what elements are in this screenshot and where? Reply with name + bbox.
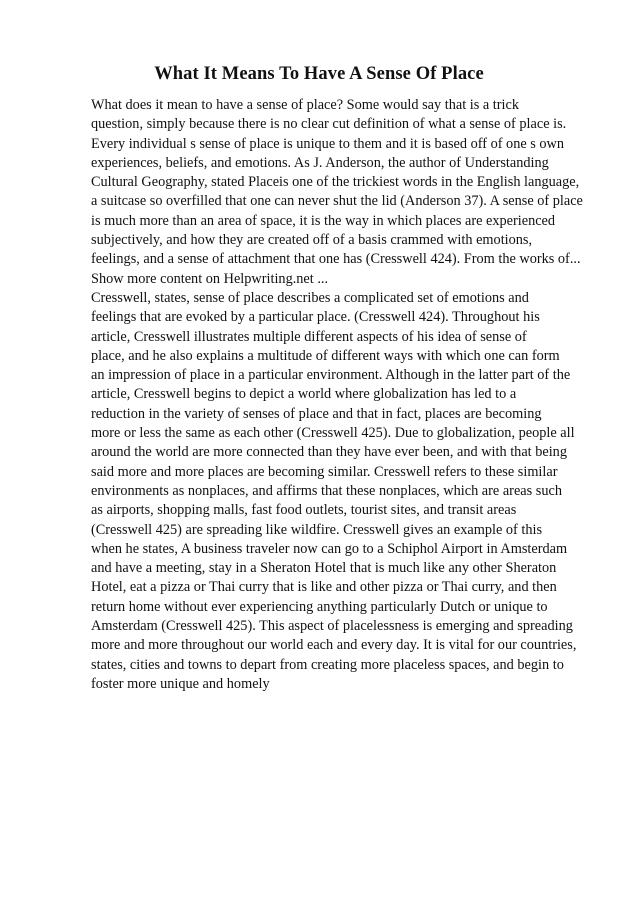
- body-line: (Cresswell 425) are spreading like wildfire. Cresswell gives an example of this: [91, 521, 543, 538]
- body-line: subjectively, and how they are created off of a basis crammed with emotions,: [91, 232, 533, 249]
- body-line: foster more unique and homely: [91, 675, 270, 692]
- body-line: said more and more places are becoming similar. Cresswell refers to these similar: [91, 463, 558, 480]
- body-line: around the world are more connected than they have ever been, and with that being: [91, 444, 567, 461]
- body-line: experiences, beliefs, and emotions. As J. Anderson, the author of Understanding: [91, 154, 549, 171]
- body-line: place, and he also explains a multitude of different ways with which one can form: [91, 347, 560, 364]
- show-more-link-text: Show more content on Helpwriting.net ...: [91, 270, 329, 287]
- body-line: reduction in the variety of senses of place and that in fact, places are becoming: [91, 405, 542, 422]
- body-line: Hotel, eat a pizza or Thai curry that is like and other pizza or Thai curry, and then: [91, 579, 557, 596]
- body-line: feelings that are evoked by a particular place. (Cresswell 424). Throughout his: [91, 309, 540, 326]
- body-line: What does it mean to have a sense of place? Some would say that is a trick: [91, 97, 519, 113]
- body-line: a suitcase so overfilled that one can never shut the lid (Anderson 37). A sense of place: [91, 193, 583, 210]
- document-title: What It Means To Have A Sense Of Place: [154, 64, 484, 84]
- body-line: an impression of place in a particular environment. Although in the latter part of the: [91, 367, 571, 384]
- body-line: and have a meeting, stay in a Sheraton Hotel that is much like any other Sheraton: [91, 560, 557, 577]
- body-line: feelings, and a sense of attachment that one has (Cresswell 424). From the works of...: [91, 251, 581, 268]
- body-line: Amsterdam (Cresswell 425). This aspect of placelessness is emerging and spreading: [91, 618, 573, 635]
- body-line: article, Cresswell illustrates multiple different aspects of his idea of sense of: [91, 328, 527, 345]
- body-line: environments as nonplaces, and affirms that these nonplaces, which are areas such: [91, 482, 562, 499]
- body-line: as airports, shopping malls, fast food outlets, tourist sites, and transit areas: [91, 502, 517, 519]
- body-line: is much more than an area of space, it is the way in which places are experienced: [91, 212, 556, 229]
- body-line: more and more throughout our world each and every day. It is vital for our countries,: [91, 637, 577, 654]
- body-line: when he states, A business traveler now can go to a Schiphol Airport in Amsterdam: [91, 540, 568, 557]
- body-line: Cresswell, states, sense of place describes a complicated set of emotions and: [91, 289, 529, 306]
- body-line: article, Cresswell begins to depict a world where globalization has led to a: [91, 386, 517, 403]
- body-line: Cultural Geography, stated Placeis one of the trickiest words in the English language,: [91, 174, 580, 191]
- body-line: states, cities and towns to depart from creating more placeless spaces, and begin to: [91, 656, 564, 673]
- body-line: Every individual s sense of place is unique to them and it is based off of one s own: [91, 135, 565, 152]
- document-body: [91, 96, 591, 694]
- body-line: more or less the same as each other (Cresswell 425). Due to globalization, people all: [91, 425, 575, 442]
- body-line: return home without ever experiencing anything particularly Dutch or unique to: [91, 598, 548, 615]
- body-line: question, simply because there is no clear cut definition of what a sense of place is.: [91, 116, 567, 133]
